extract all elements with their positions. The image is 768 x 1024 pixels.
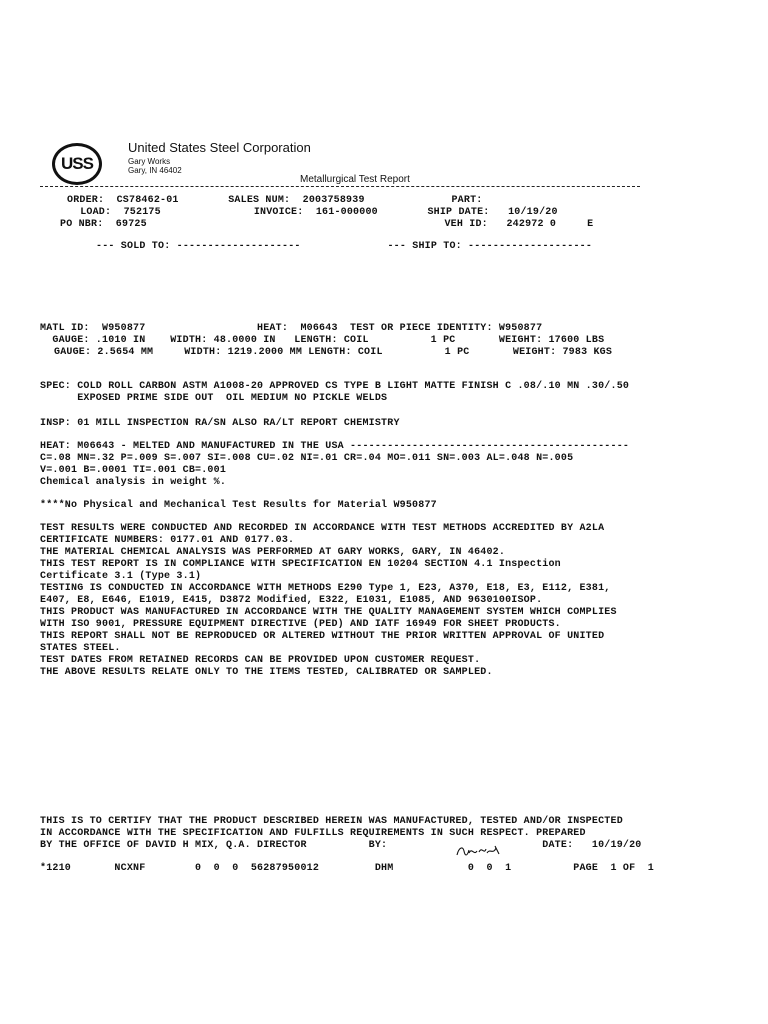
no-results-line: ****No Physical and Mechanical Test Results for Material W950877 [40,500,437,511]
note-line: E407, E8, E646, E1019, E415, D3872 Modified, E322, E1031, E1085, AND 9630100ISOP. [40,595,543,606]
note-line: TESTING IS CONDUCTED IN ACCORDANCE WITH METHODS E290 Type 1, E23, A370, E18, E3, E112, E381, [40,583,611,594]
note-line: THE ABOVE RESULTS RELATE ONLY TO THE ITEMS TESTED, CALIBRATED OR SAMPLED. [40,667,493,678]
material-line-2: GAUGE: .1010 IN WIDTH: 48.0000 IN LENGTH: COIL 1 PC WEIGHT: 17600 LBS [40,335,605,346]
note-line: Certificate 3.1 (Type 3.1) [40,571,202,582]
certify-line-2: IN ACCORDANCE WITH THE SPECIFICATION AND FULFILLS REQUIREMENTS IN SUCH RESPECT. PREPARED [40,828,586,839]
certify-line-3: BY THE OFFICE OF DAVID H MIX, Q.A. DIRECTOR BY: DATE: 10/19/20 [40,840,642,851]
order-line-1: ORDER: CS78462-01 SALES NUM: 2003758939 PART: [67,195,483,206]
certify-line-1: THIS IS TO CERTIFY THAT THE PRODUCT DESCRIBED HEREIN WAS MANUFACTURED, TESTED AND/OR INSPECTED [40,816,623,827]
plant-address: Gary, IN 46402 [128,166,182,175]
company-name: United States Steel Corporation [128,140,311,155]
heat-chemistry-1: C=.08 MN=.32 P=.009 S=.007 SI=.008 CU=.02 NI=.01 CR=.04 MO=.011 SN=.003 AL=.048 N=.005 [40,453,574,464]
footer-line: *1210 NCXNF 0 0 0 56287950012 DHM 0 0 1 PAGE 1 OF 1 [40,863,654,874]
report-title: Metallurgical Test Report [300,174,410,185]
material-line-1: MATL ID: W950877 HEAT: M06643 TEST OR PIECE IDENTITY: W950877 [40,323,543,334]
chemistry-units: Chemical analysis in weight %. [40,477,227,488]
plant-name: Gary Works [128,157,171,166]
handwritten-signature [455,843,503,859]
note-line: WITH ISO 9001, PRESSURE EQUIPMENT DIRECTIVE (PED) AND IATF 16949 FOR SHEET PRODUCTS. [40,619,561,630]
note-line: THE MATERIAL CHEMICAL ANALYSIS WAS PERFORMED AT GARY WORKS, GARY, IN 46402. [40,547,506,558]
heat-chemistry-2: V=.001 B=.0001 TI=.001 CB=.001 [40,465,227,476]
note-line: THIS PRODUCT WAS MANUFACTURED IN ACCORDANCE WITH THE QUALITY MANAGEMENT SYSTEM WHICH COMPLIES [40,607,617,618]
note-line: TEST DATES FROM RETAINED RECORDS CAN BE PROVIDED UPON CUSTOMER REQUEST. [40,655,481,666]
note-line: THIS REPORT SHALL NOT BE REPRODUCED OR ALTERED WITHOUT THE PRIOR WRITTEN APPROVAL OF UNITED [40,631,605,642]
sold-ship-line: --- SOLD TO: -------------------- --- SHIP TO: -------------------- [96,241,593,252]
header-rule [40,186,640,187]
uss-logo: USS [52,143,102,185]
spec-line-1: SPEC: COLD ROLL CARBON ASTM A1008-20 APPROVED CS TYPE B LIGHT MATTE FINISH C .08/.10 MN .30/.50 [40,381,630,392]
order-line-3: PO NBR: 69725 VEH ID: 242972 0 E [60,219,594,230]
note-line: THIS TEST REPORT IS IN COMPLIANCE WITH SPECIFICATION EN 10204 SECTION 4.1 Inspection [40,559,561,570]
note-line: CERTIFICATE NUMBERS: 0177.01 AND 0177.03. [40,535,295,546]
insp-line: INSP: 01 MILL INSPECTION RA/SN ALSO RA/LT REPORT CHEMISTRY [40,418,400,429]
spec-line-2: EXPOSED PRIME SIDE OUT OIL MEDIUM NO PICKLE WELDS [40,393,388,404]
heat-line-1: HEAT: M06643 - MELTED AND MANUFACTURED IN THE USA --------------------------------------------- [40,441,630,452]
order-line-2: LOAD: 752175 INVOICE: 161-000000 SHIP DATE: 10/19/20 [74,207,558,218]
note-line: STATES STEEL. [40,643,121,654]
note-line: TEST RESULTS WERE CONDUCTED AND RECORDED IN ACCORDANCE WITH TEST METHODS ACCREDITED BY A2LA [40,523,605,534]
material-line-3: GAUGE: 2.5654 MM WIDTH: 1219.2000 MM LENGTH: COIL 1 PC WEIGHT: 7983 KGS [54,347,613,358]
